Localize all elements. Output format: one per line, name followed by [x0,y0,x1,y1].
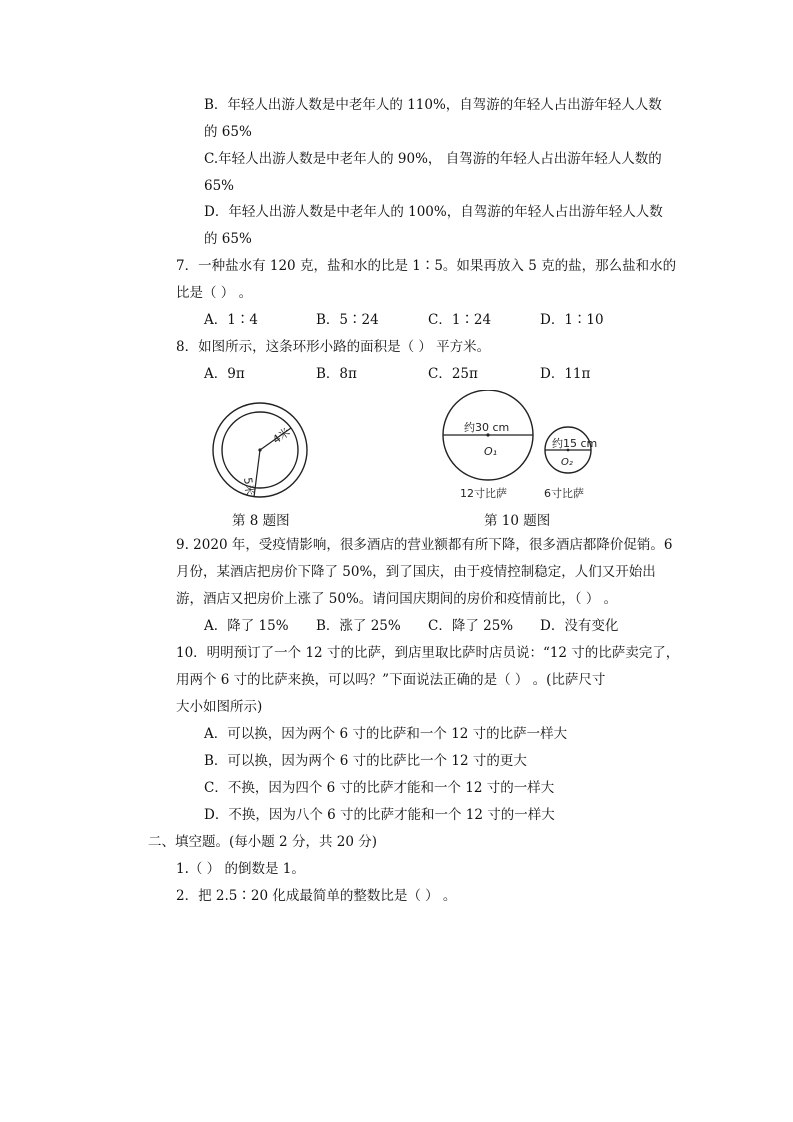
figure-8-ring-diagram [210,400,310,500]
q6-option-c-line2: 65% [204,178,235,194]
small-pizza-diameter-label: 约15 cm [552,437,598,450]
q7-option-a: A．1∶4 [204,312,258,328]
q6-option-d-line2: 的 65% [204,231,252,247]
q9-stem-line2: 月份，某酒店把房价下降了 50%，到了国庆，由于疫情控制稳定，人们又开始出 [176,564,656,580]
figure-10-caption: 第 10 题图 [484,513,551,529]
q10-option-b: B．可以换，因为两个 6 寸的比萨比一个 12 寸的更大 [204,753,527,769]
figure-8-caption: 第 8 题图 [232,513,290,529]
q9-option-d: D．没有变化 [540,618,619,634]
q10-option-d: D．不换，因为八个 6 寸的比萨才能和一个 12 寸的一样大 [204,807,555,823]
q8-option-a: A．9π [204,366,245,382]
q7-option-d: D．1∶10 [540,312,604,328]
q10-stem-line3: 大小如图所示) [176,699,263,715]
q10-option-c: C．不换，因为四个 6 寸的比萨才能和一个 12 寸的一样大 [204,780,555,796]
q7-option-c: C．1∶24 [428,312,492,328]
q9-option-c: C．降了 25% [428,618,514,634]
q9-option-b: B．涨了 25% [316,618,401,634]
q9-stem-line3: 游，酒店又把房价上涨了 50%。请问国庆期间的房价和疫情前比，（ ） 。 [176,591,618,607]
q8-option-b: B．8π [316,366,357,382]
q7-option-b: B．5∶24 [316,312,379,328]
inner-radius-label: 4米 [270,425,293,447]
q9-option-a: A．降了 15% [204,618,289,634]
center-point [258,448,261,451]
big-pizza-name: 12寸比萨 [460,487,507,500]
q10-stem-line1: 10．明明预订了一个 12 寸的比萨，到店里取比萨时店员说：“12 寸的比萨卖完了， [176,645,680,661]
q10-option-a: A．可以换，因为两个 6 寸的比萨和一个 12 寸的比萨一样大 [204,726,568,742]
big-pizza-diameter-label: 约30 cm [464,421,510,434]
section-2-heading: 二、填空题。(每小题 2 分，共 20 分) [148,834,377,850]
fill-q1: 1.（ ） 的倒数是 1。 [176,861,305,877]
q7-stem-line2: 比是（ ） 。 [176,285,253,301]
fill-q2: 2．把 2.5∶20 化成最简单的整数比是（ ） 。 [176,888,457,904]
q8-option-c: C．25π [428,366,478,382]
q8-stem: 8．如图所示，这条环形小路的面积是（ ） 平方米。 [176,339,491,355]
q6-option-d-line1: D．年轻人出游人数是中老年人的 100%，自驾游的年轻人占出游年轻人人数 [204,204,663,220]
figure-10-pizza-diagram [440,390,610,505]
q6-option-b-line1: B．年轻人出游人数是中老年人的 110%，自驾游的年轻人占出游年轻人人数 [204,97,662,113]
q7-stem-line1: 7．一种盐水有 120 克，盐和水的比是 1∶5。如果再放入 5 克的盐，那么盐和水的 [176,258,677,274]
q6-option-c-line1: C.年轻人出游人数是中老年人的 90%， 自驾游的年轻人占出游年轻人人数的 [204,151,662,167]
q10-stem-line2: 用两个 6 寸的比萨来换，可以吗？”下面说法正确的是（ ） 。(比萨尺寸 [176,672,606,688]
q8-option-d: D．11π [540,366,591,382]
outer-radius-label: 5米 [241,476,257,497]
q9-stem-line1: 9. 2020 年，受疫情影响，很多酒店的营业额都有所下降，很多酒店都降价促销。6 [176,537,673,553]
q6-option-b-line2: 的 65% [204,124,252,140]
small-pizza-center-label: O₂ [561,457,573,468]
big-pizza-center-label: O₁ [484,445,498,458]
small-pizza-name: 6寸比萨 [544,487,584,500]
